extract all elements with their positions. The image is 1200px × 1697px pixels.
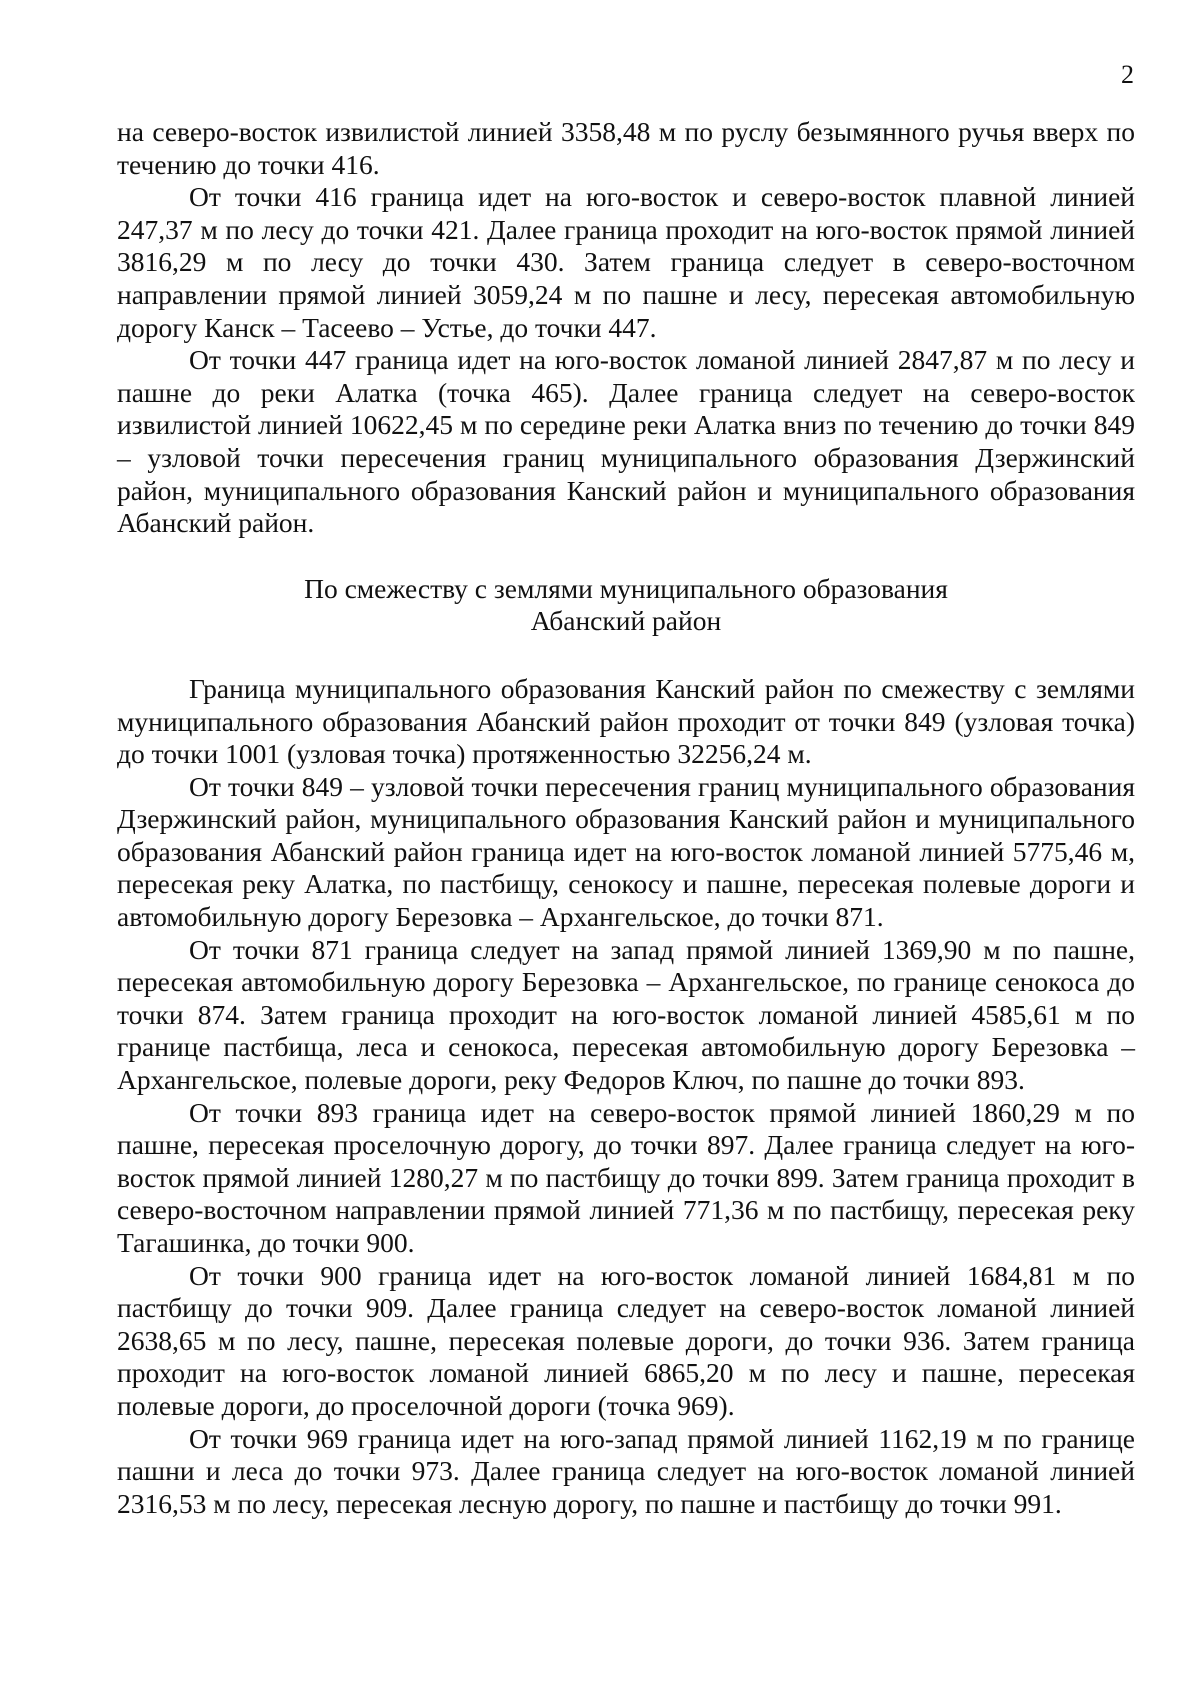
paragraph: От точки 969 граница идет на юго-запад прямой линией 1162,19 м по границе пашни и леса до точки 973. Далее граница следует на юго-восток ломаной линией 2316,53 м по лесу, пересекая лесную дорогу, по пашне и пастбищу до точки 991. — [117, 1422, 1135, 1519]
section-heading — [117, 573, 1135, 638]
paragraph: От точки 893 граница идет на северо-восток прямой линией 1860,29 м по пашне, пересекая проселочную дорогу, до точки 897. Далее граница следует на юго-восток прямой линией 1280,27 м по пастбищу до точки 899. Затем граница проходит в северо-восточном направлении прямой линией 771,36 м по пастбищу, пересекая реку Тагашинка, до точки 900. — [117, 1096, 1135, 1258]
paragraph: Граница муниципального образования Канский район по смежеству с землями муниципального образования Абанский район проходит от точки 849 (узловая точка) до точки 1001 (узловая точка) протяженностью 32256,24 м. — [117, 672, 1135, 770]
page-number: 2 — [1121, 60, 1134, 89]
section-heading-line: По смежеству с землями муниципального образования — [304, 572, 948, 604]
paragraph: От точки 900 граница идет на юго-восток ломаной линией 1684,81 м по пастбищу до точки 909. Далее граница следует на северо-восток ломаной линией 2638,65 м по лесу, пашне, пересекая полевые дороги, до точки 936. Затем граница проходит на юго-восток ломаной линией 6865,20 м по лесу и пашне, пересекая полевые дороги, до проселочной дороги (точка 969). — [117, 1259, 1135, 1421]
paragraph: От точки 849 – узловой точки пересечения границ муниципального образования Дзержинский район, муниципального образования Канский район и муниципального образования Абанский район граница идет на юго-восток ломаной линией 5775,46 м, пересекая реку Алатка, по пастбищу, сенокосу и пашне, пересекая полевые дороги и автомобильную дорогу Березовка – Архангельское, до точки 871. — [117, 770, 1135, 933]
paragraph: От точки 416 граница идет на юго-восток и северо-восток плавной линией 247,37 м по лесу до точки 421. Далее граница проходит на юго-восток прямой линией 3816,29 м по лесу до точки 430. Затем граница следует в северо-восточном направлении прямой линией 3059,24 м по пашне и лесу, пересекая автомобильную дорогу Канск – Тасеево – Устье, до точки 447. — [117, 181, 1135, 343]
document-body — [117, 116, 1135, 1520]
section-heading-line: Абанский район — [530, 605, 722, 637]
paragraph-continuation: на северо-восток извилистой линией 3358,48 м по руслу безымянного ручья вверх по течению до точки 416. — [117, 116, 1135, 180]
paragraph: От точки 871 граница следует на запад прямой линией 1369,90 м по пашне, пересекая автомобильную дорогу Березовка – Архангельское, по границе сенокоса до точки 874. Затем граница проходит на юго-восток ломаной линией 4585,61 м по границе пастбища, леса и сенокоса, пересекая автомобильную дорогу Березовка – Архангельское, полевые дороги, реку Федоров Ключ, по пашне до точки 893. — [117, 933, 1135, 1096]
paragraph: От точки 447 граница идет на юго-восток ломаной линией 2847,87 м по лесу и пашне до реки Алатка (точка 465). Далее граница следует на северо-восток извилистой линией 10622,45 м по середине реки Алатка вниз по течению до точки 849 – узловой точки пересечения границ муниципального образования Дзержинский район, муниципального образования Канский район и муниципального образования Абанский район. — [117, 344, 1135, 539]
